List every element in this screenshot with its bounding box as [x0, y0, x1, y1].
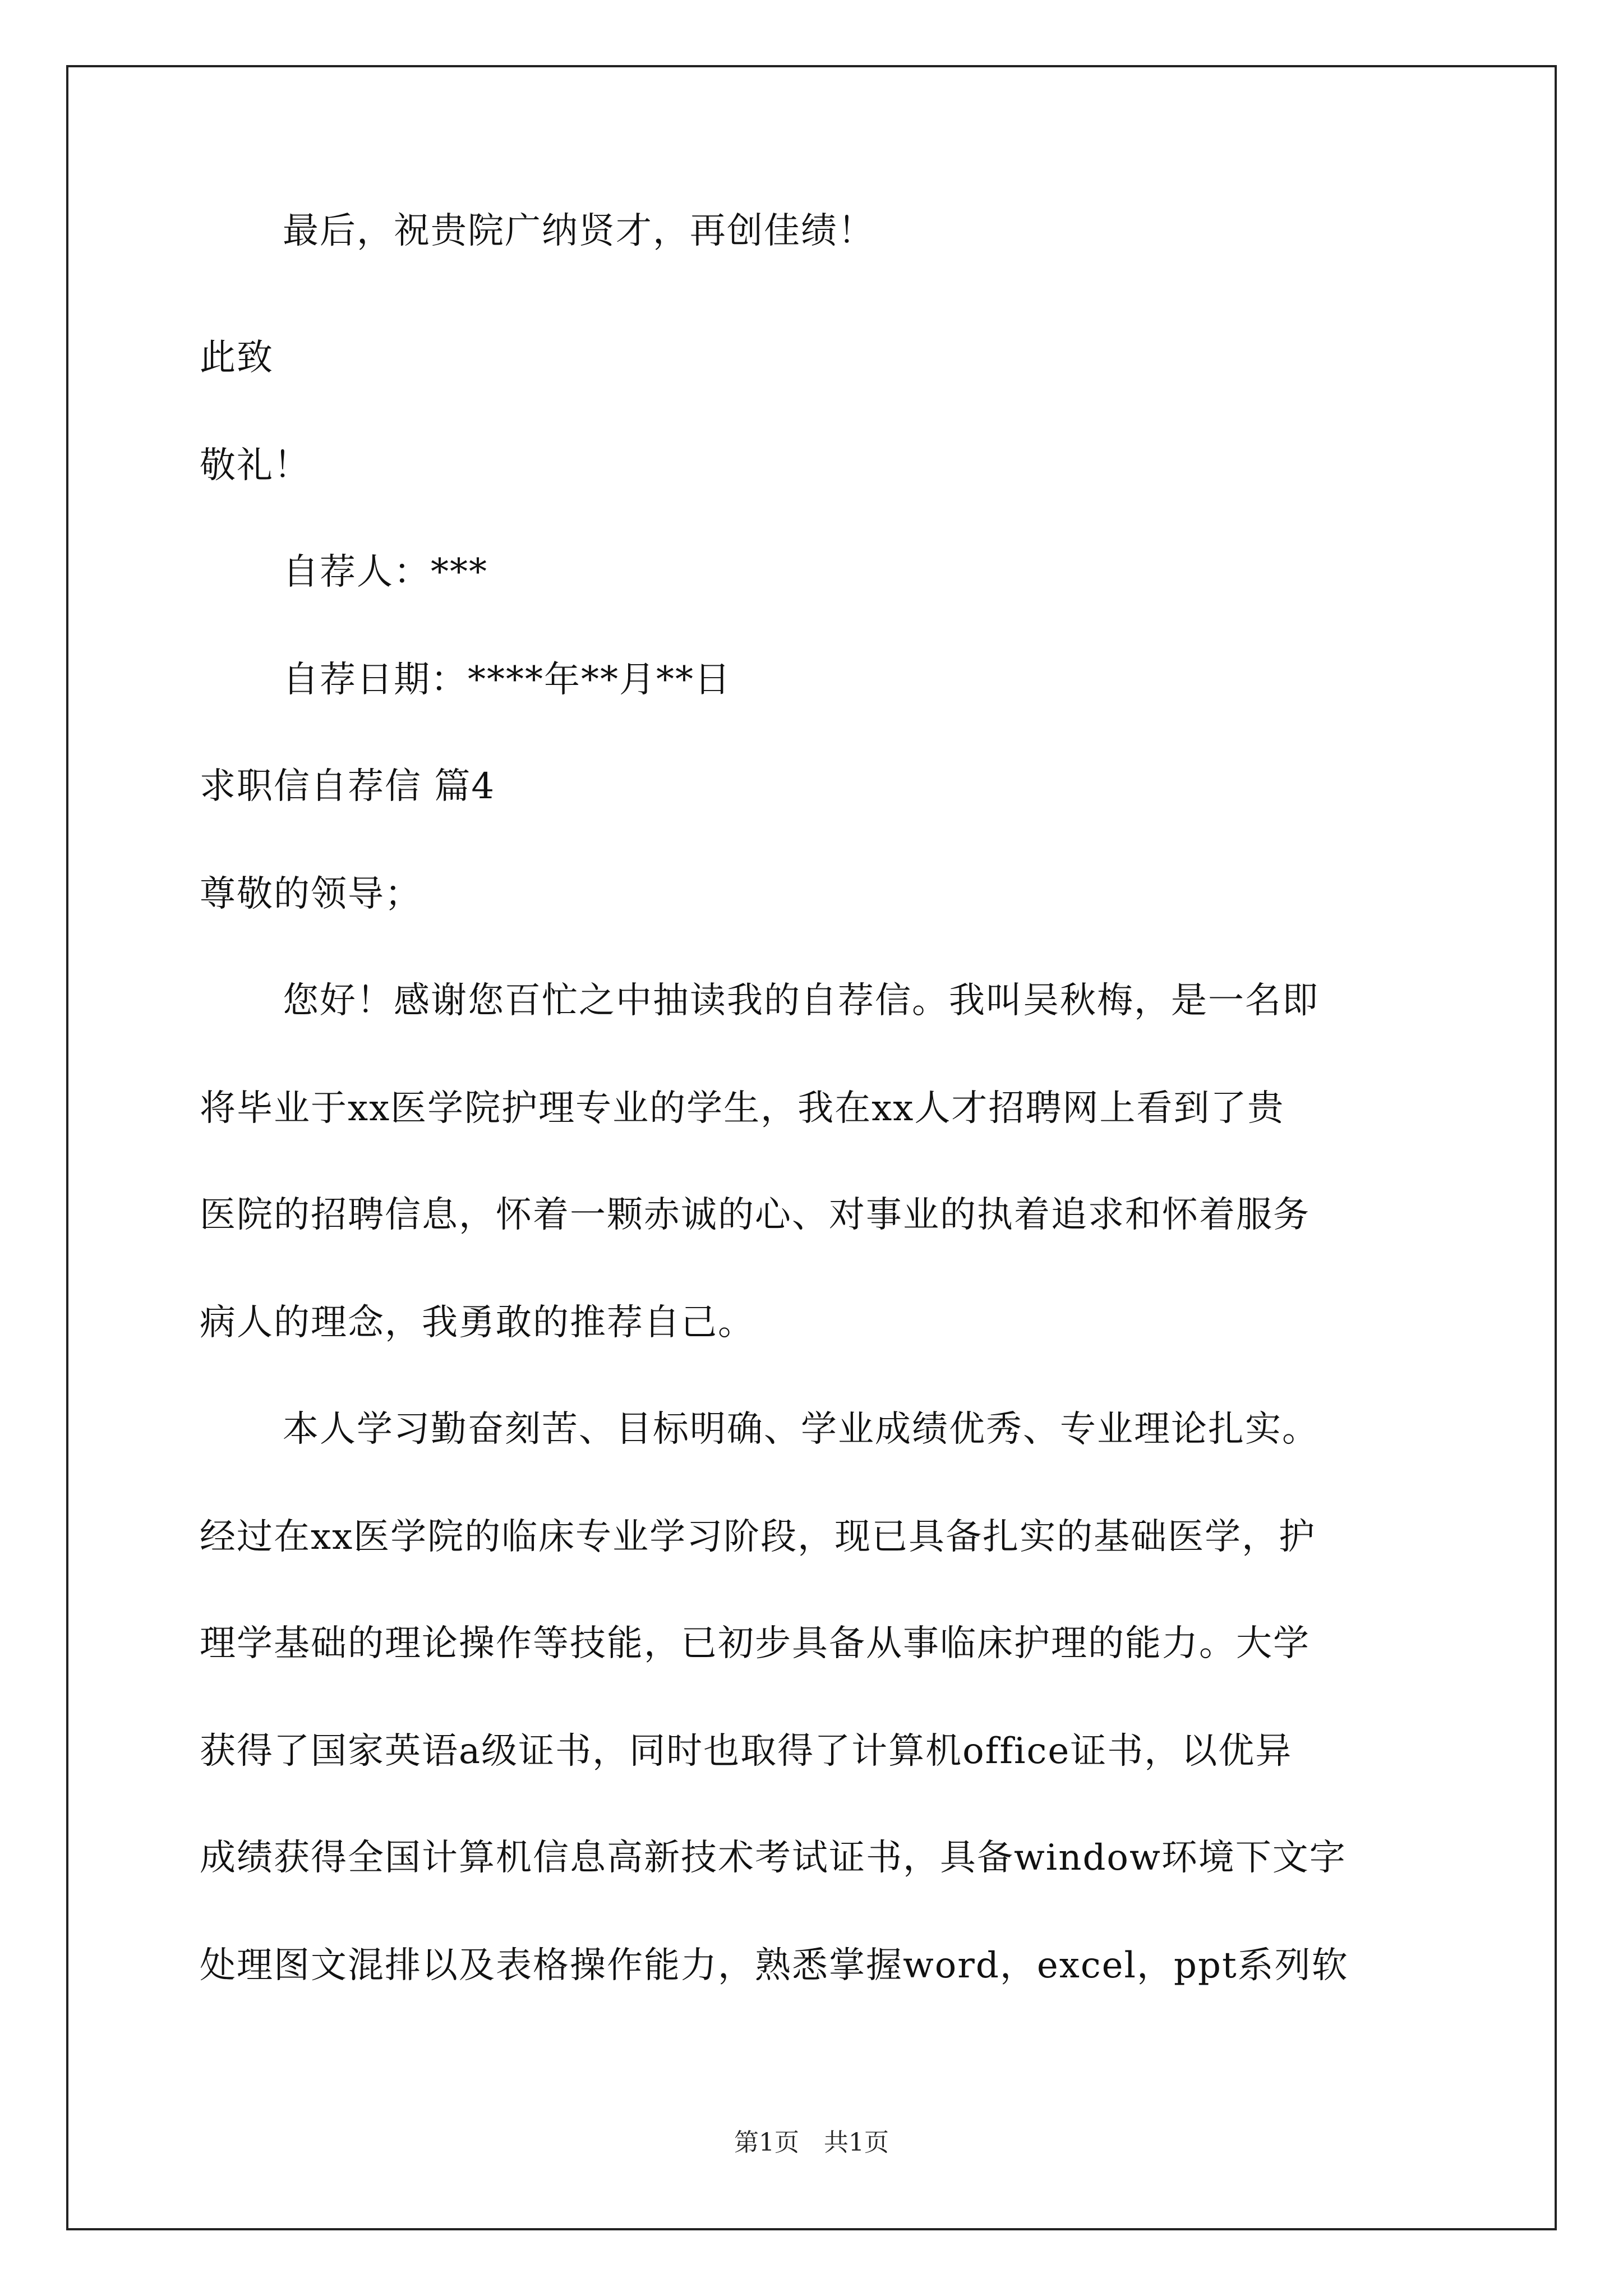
paragraph-line: 医院的招聘信息，怀着一颗赤诚的心、对事业的执着追求和怀着服务	[200, 1194, 1310, 1236]
paragraph-line: 本人学习勤奋刻苦、目标明确、学业成绩优秀、专业理论扎实。	[283, 1409, 1319, 1450]
salutation-cizhi: 此致	[200, 337, 274, 379]
paragraph-line: 理学基础的理论操作等技能，已初步具备从事临床护理的能力。大学	[200, 1623, 1310, 1664]
greeting-line: 尊敬的领导；	[200, 873, 422, 915]
paragraph-line: 病人的理念，我勇敢的推荐自己。	[200, 1302, 755, 1343]
salutation-jingli: 敬礼！	[200, 445, 311, 486]
page-border	[66, 65, 1557, 2230]
date-line: 自荐日期：****年**月**日	[283, 659, 731, 701]
page-footer: 第1页 共1页	[734, 2128, 889, 2157]
signature-line: 自荐人：***	[283, 551, 488, 593]
section-heading: 求职信自荐信 篇4	[200, 766, 496, 807]
paragraph-line: 您好！感谢您百忙之中抽读我的自荐信。我叫吴秋梅，是一名即	[283, 980, 1319, 1022]
paragraph-line: 成绩获得全国计算机信息高新技术考试证书，具备window环境下文字	[200, 1837, 1347, 1879]
paragraph-line: 处理图文混排以及表格操作能力，熟悉掌握word，excel，ppt系列软	[200, 1945, 1349, 1986]
paragraph-line: 将毕业于xx医学院护理专业的学生，我在xx人才招聘网上看到了贵	[200, 1088, 1285, 1129]
paragraph-line: 经过在xx医学院的临床专业学习阶段，现已具备扎实的基础医学，护	[200, 1516, 1316, 1558]
closing-wish-line: 最后，祝贵院广纳贤才，再创佳绩！	[283, 210, 875, 252]
paragraph-line: 获得了国家英语a级证书，同时也取得了计算机office证书，以优异	[200, 1731, 1293, 1772]
